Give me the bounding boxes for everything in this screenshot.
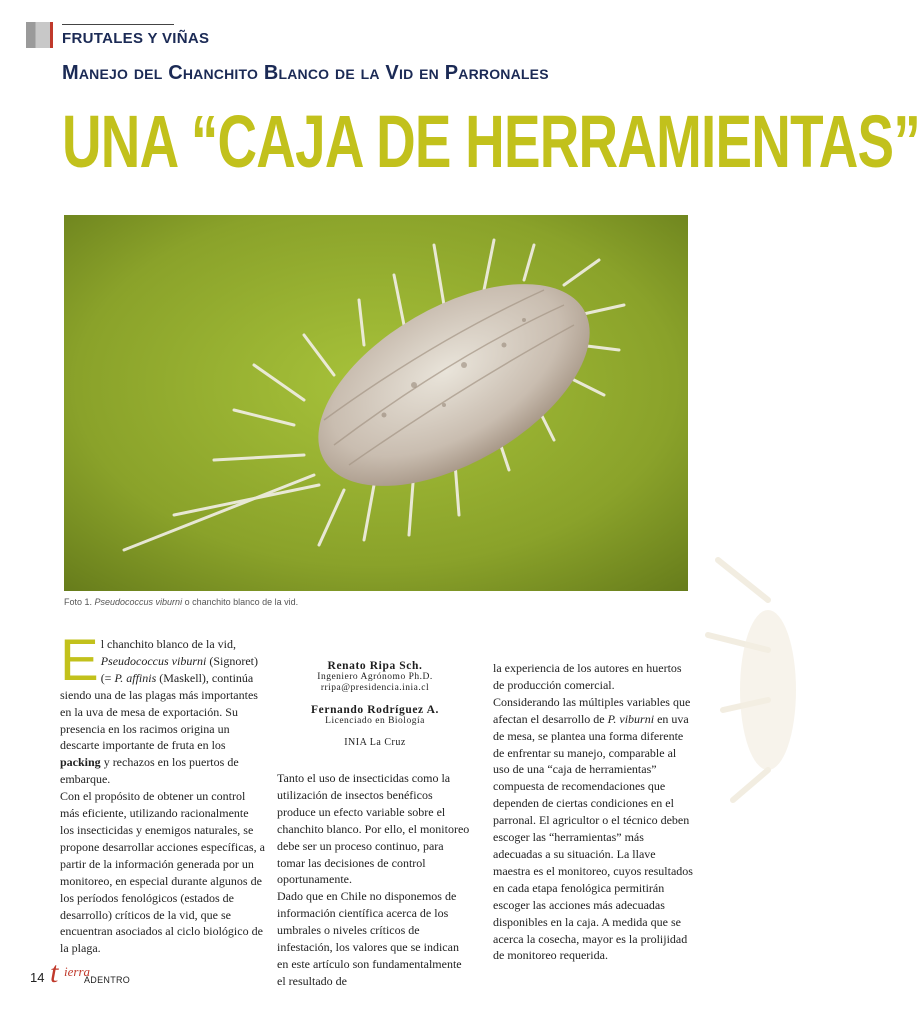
drop-cap: E	[60, 628, 99, 693]
paragraph-toolbox: Considerando las múltiples variables que afectan el desarrollo de P. viburni en uva de mesa, se plantea una forma diferente de enfrentar su manejo, comparable al uso de una “caja de herramientas” compuesta de recomendaciones que dependen de ciertas condiciones en el parronal. El agricultor o el técnico deben escoger las “herramientas” más adecuadas a su situación. La llave maestra es el monitoreo, cuyos resultados en cada etapa fenológica permitirán escoger las acciones más adecuadas disponibles en la caja. A medida que se acerca la cosecha, mayor es la prolijidad de monitoreo requerida.	[493, 694, 693, 963]
institution: INIA La Cruz	[344, 737, 406, 748]
photo-caption: Foto 1. Pseudococcus viburni o chanchito blanco de la vid.	[64, 597, 299, 607]
author-2-name: Fernando Rodríguez A.	[311, 704, 439, 716]
mealybug-illustration	[64, 215, 688, 591]
brand-logo-letter: t	[50, 956, 59, 989]
author-1-title: Ingeniero Agrónomo Ph.D.	[317, 672, 433, 682]
paragraph-intro: El chanchito blanco de la vid, Pseudococcus viburni (Signoret) (= P. affinis (Maskell), continúa siendo una de las plagas más importantes en la uva de mesa de exportación. Su presencia en los racimos origina un descarte importante de fruta en los packing y rechazos en los puertos de embarque.	[60, 628, 258, 787]
author-block	[277, 660, 473, 748]
section-label: FRUTALES Y VIÑAS	[62, 30, 210, 47]
paragraph-monitoring: Tanto el uso de insecticidas como la utilización de insectos benéficos produce un efecto variable sobre el chanchito blanco. Por ello, el monitoreo debe ser un proceso continuo, para tomar las decisiones de control oportunamente.	[277, 771, 470, 887]
paragraph-purpose: Con el propósito de obtener un control más eficiente, utilizando racionalmente los insecticidas y enemigos naturales, se propone desarrollar acciones específicas, a partir de la información generada por un monitoreo, en especial durante algunos de los períodos fenológicos (estados de desarrollo) críticos de la vid, que se encuentran asociados al ciclo biológico de la plaga.	[60, 789, 265, 956]
author-1-name: Renato Ripa Sch.	[327, 660, 423, 672]
author-1-email: rripa@presidencia.inia.cl	[320, 683, 430, 693]
decorative-bug-edge	[688, 540, 768, 1000]
section-rule	[62, 24, 174, 25]
paragraph-experience: la experiencia de los autores en huertos de producción comercial.	[493, 661, 682, 692]
column-2	[277, 770, 473, 990]
page-number: 14	[30, 970, 45, 985]
article-title: UNA “CAJA DE HERRAMIENTAS”	[62, 100, 920, 183]
author-2-title: Licenciado en Biología	[325, 716, 425, 726]
column-1	[60, 628, 265, 957]
section-marker	[26, 22, 53, 48]
brand-logo-sub: ADENTRO	[84, 975, 131, 985]
brand-logo-word: ierra	[64, 964, 90, 979]
paragraph-thresholds: Dado que en Chile no disponemos de información científica acerca de los umbrales o niveles críticos de infestación, los valores que se indican en este artículo son fundamentalmente el resultado de	[277, 889, 462, 988]
mealybug-photo	[64, 215, 688, 591]
article-subtitle: Manejo del Chanchito Blanco de la Vid en Parronales	[62, 62, 549, 84]
column-3	[493, 660, 693, 964]
